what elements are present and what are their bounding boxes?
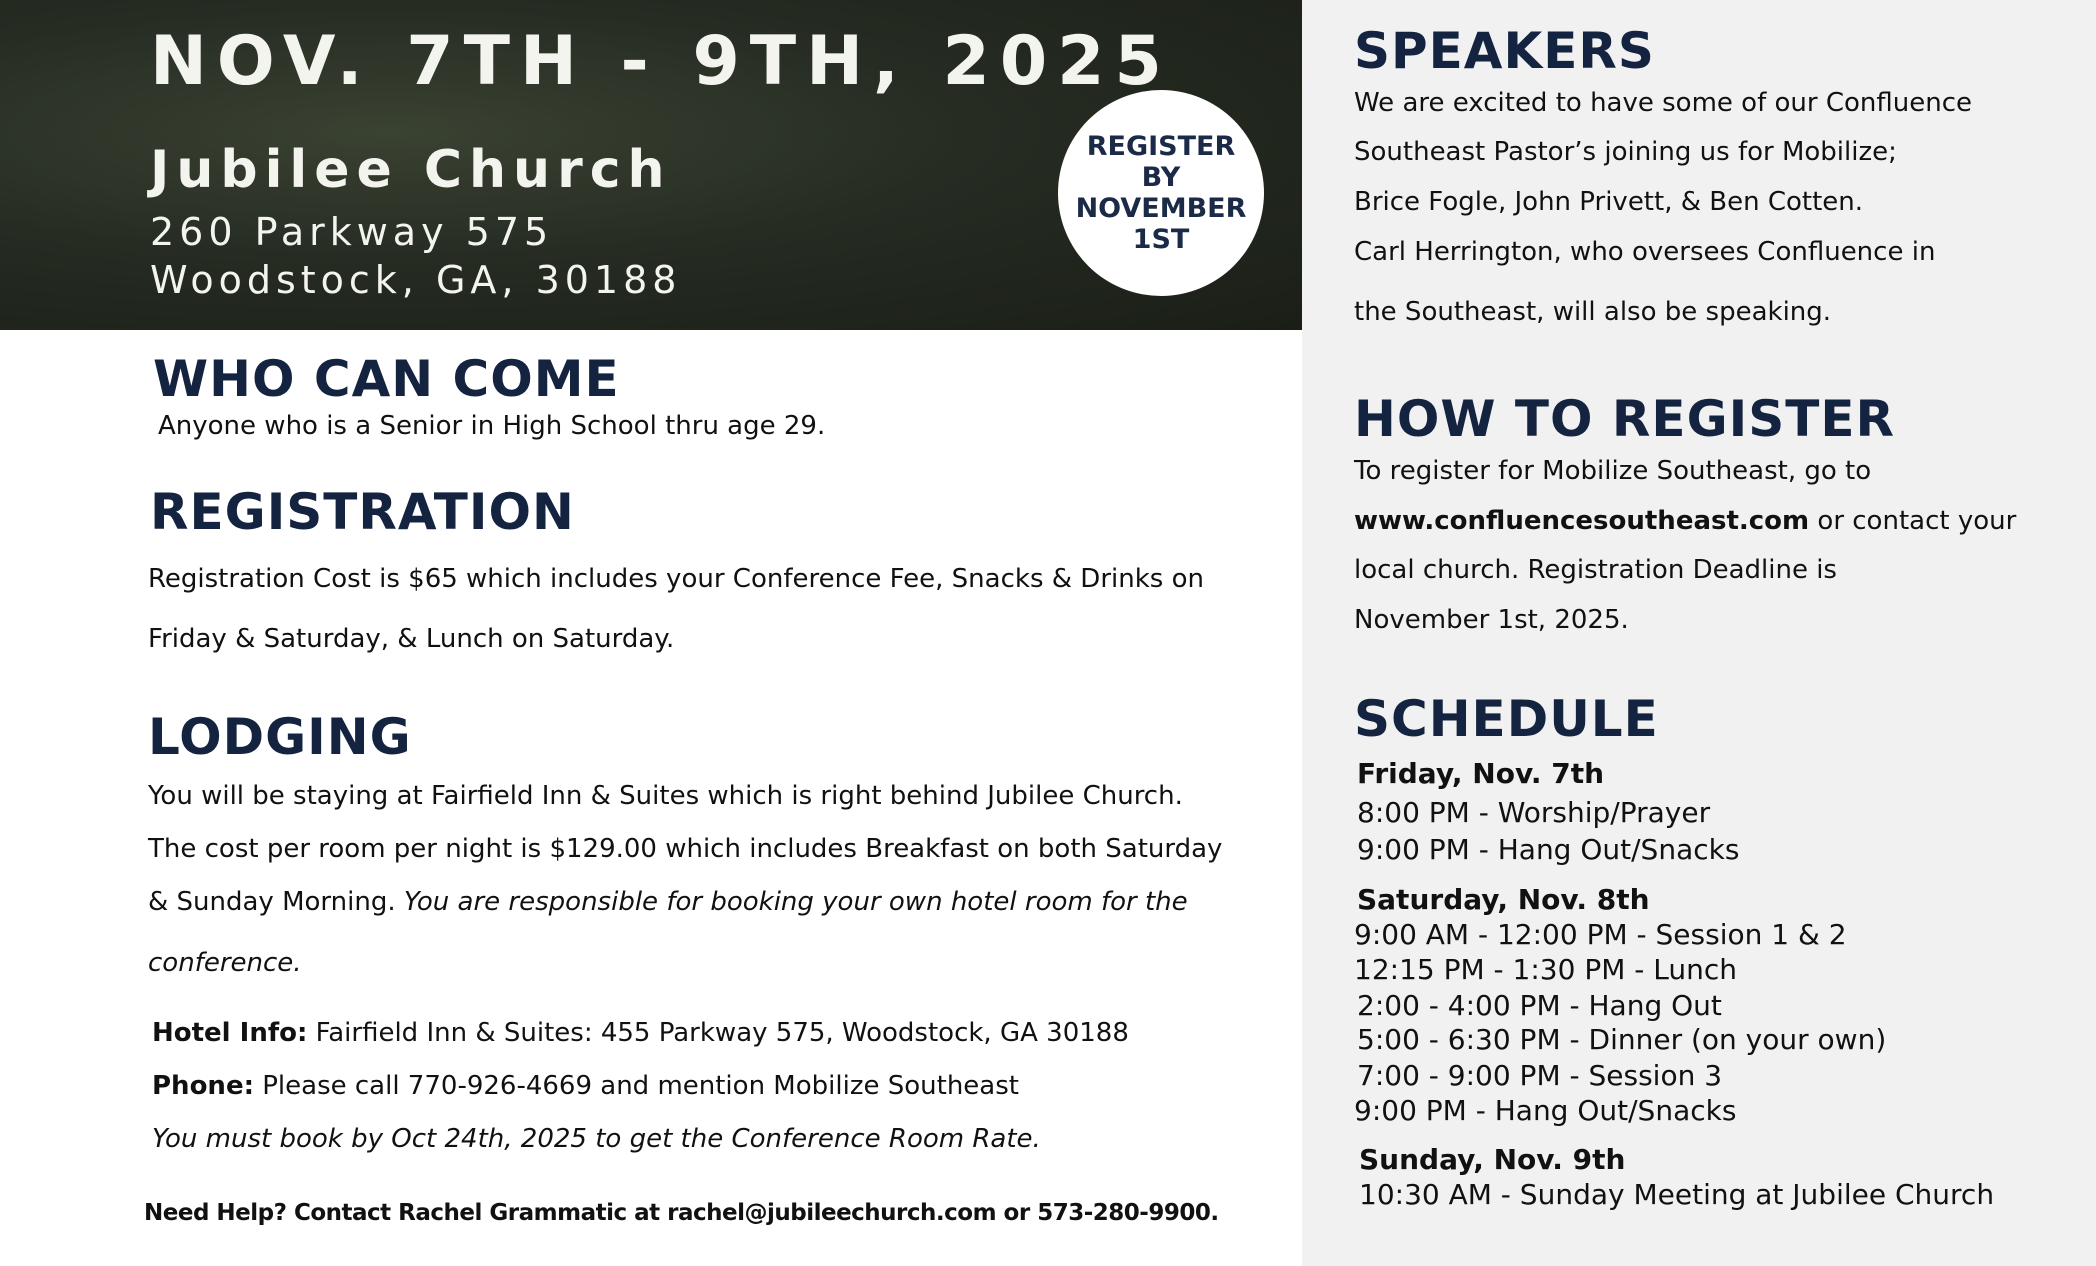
schedule-saturday-day: Saturday, Nov. 8th [1357, 883, 1650, 916]
address-line-2: Woodstock, GA, 30188 [150, 258, 682, 302]
lodging-line-1: You will be staying at Fairfield Inn & Suites which is right behind Jubilee Church. [148, 781, 1183, 811]
event-date: NOV. 7TH - 9TH, 2025 [150, 22, 1172, 101]
speakers-line-3: Brice Fogle, John Privett, & Ben Cotten. [1354, 187, 1864, 217]
schedule-item: 9:00 PM - Hang Out/Snacks [1357, 833, 1740, 866]
registration-line-1: Registration Cost is $65 which includes your Conference Fee, Snacks & Drinks on [148, 564, 1204, 594]
speakers-line-2: Southeast Pastor’s joining us for Mobilize; [1354, 137, 1897, 167]
registration-line-2: Friday & Saturday, & Lunch on Saturday. [148, 624, 675, 654]
lodging-line-2: The cost per room per night is $129.00 which includes Breakfast on both Saturday [148, 834, 1223, 864]
schedule-item: 10:30 AM - Sunday Meeting at Jubilee Church [1359, 1178, 1995, 1211]
schedule-item: 12:15 PM - 1:30 PM - Lunch [1354, 953, 1738, 986]
church-name: Jubilee Church [150, 140, 672, 200]
schedule-friday-day: Friday, Nov. 7th [1357, 757, 1605, 790]
schedule-item: 2:00 - 4:00 PM - Hang Out [1357, 989, 1722, 1022]
schedule-sunday-day: Sunday, Nov. 9th [1359, 1143, 1626, 1176]
badge-text: REGISTER BY NOVEMBER 1ST [1075, 131, 1247, 255]
schedule-item: 9:00 PM - Hang Out/Snacks [1354, 1094, 1737, 1127]
lodging-line-3-regular: & Sunday Morning. [148, 887, 396, 917]
phone-info [152, 1071, 1019, 1101]
how-to-register-line-4: November 1st, 2025. [1354, 605, 1629, 635]
hotel-info-label: Hotel Info: [152, 1018, 308, 1048]
how-to-register-line-1: To register for Mobilize Southeast, go to [1354, 456, 1872, 486]
how-to-register-line-2 [1354, 506, 2016, 536]
registration-heading: REGISTRATION [150, 483, 575, 541]
schedule-item: 7:00 - 9:00 PM - Session 3 [1357, 1059, 1723, 1092]
phone-value: Please call 770-926-4669 and mention Mobilize Southeast [262, 1071, 1019, 1101]
who-can-come-text: Anyone who is a Senior in High School thru age 29. [158, 411, 826, 441]
schedule-item: 5:00 - 6:30 PM - Dinner (on your own) [1357, 1023, 1887, 1056]
lodging-heading: LODGING [148, 708, 412, 766]
phone-label: Phone: [152, 1071, 254, 1101]
schedule-item: 8:00 PM - Worship/Prayer [1357, 796, 1711, 829]
hotel-info-value: Fairfield Inn & Suites: 455 Parkway 575, Woodstock, GA 30188 [315, 1018, 1129, 1048]
speakers-line-1: We are excited to have some of our Confluence [1354, 88, 1972, 118]
lodging-line-3-italic: You are responsible for booking your own hotel room for the [403, 887, 1188, 917]
speakers-line-5: the Southeast, will also be speaking. [1354, 297, 1832, 327]
schedule-item: 9:00 AM - 12:00 PM - Session 1 & 2 [1354, 918, 1847, 951]
booking-deadline-note: You must book by Oct 24th, 2025 to get the Conference Room Rate. [152, 1124, 1041, 1154]
schedule-heading: SCHEDULE [1354, 690, 1659, 748]
how-to-register-line-3: local church. Registration Deadline is [1354, 555, 1837, 585]
speakers-line-4: Carl Herrington, who oversees Confluence in [1354, 237, 1936, 267]
lodging-line-4: conference. [148, 948, 302, 978]
address-line-1: 260 Parkway 575 [150, 210, 554, 254]
hotel-info [152, 1018, 1129, 1048]
speakers-heading: SPEAKERS [1354, 22, 1655, 80]
registration-link[interactable]: www.confluencesoutheast.com [1354, 506, 1810, 536]
register-by-badge [1062, 94, 1260, 292]
how-to-register-heading: HOW TO REGISTER [1354, 390, 1896, 448]
help-contact: Need Help? Contact Rachel Grammatic at rachel@jubileechurch.com or 573-280-9900. [144, 1200, 1219, 1226]
how-to-register-line-2-rest: or contact your [1809, 506, 2017, 536]
who-can-come-heading: WHO CAN COME [153, 350, 620, 408]
lodging-line-3 [148, 887, 1188, 917]
